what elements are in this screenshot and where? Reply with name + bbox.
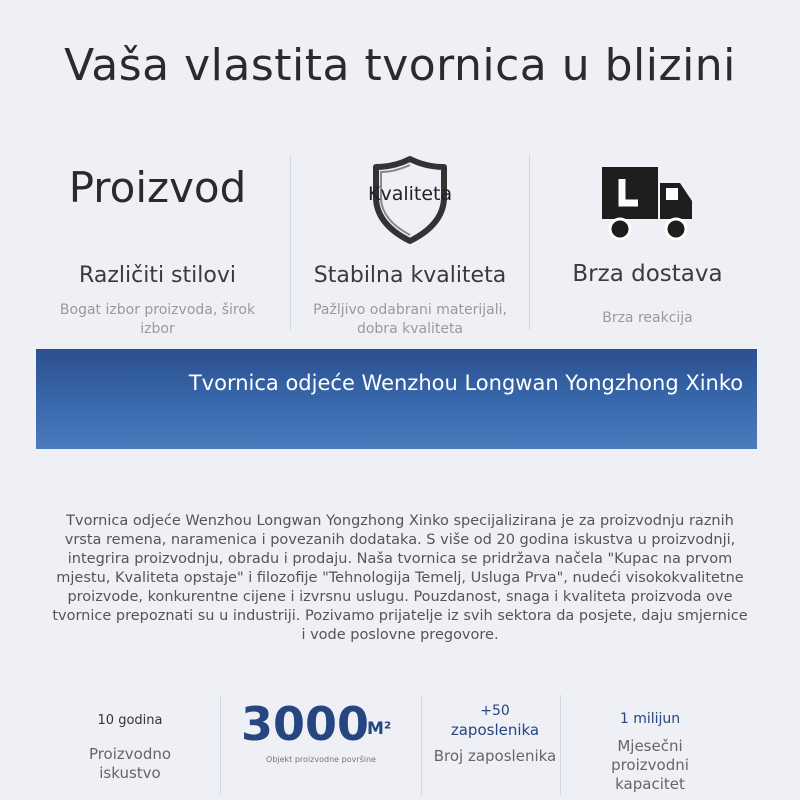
stat-label: Mjesečni proizvodni kapacitet xyxy=(611,737,689,793)
stat-value: 3000 xyxy=(241,697,370,751)
feature-subtitle: Bogat izbor proizvoda, širok izbor xyxy=(59,302,256,337)
feature-subtitle: Pažljivo odabrani materijali, dobra kvaliteta xyxy=(313,302,507,337)
feature-title: Brza dostava xyxy=(572,261,723,287)
features-row xyxy=(40,155,760,335)
feature-subtitle: Brza reakcija xyxy=(602,310,693,326)
page-headline: Vaša vlastita tvornica u blizini xyxy=(64,40,736,91)
stat-employees xyxy=(430,695,561,795)
feature-quality xyxy=(290,155,530,337)
stat-value: 10 godina xyxy=(97,713,163,728)
shield-icon xyxy=(368,155,452,245)
stat-capacity xyxy=(580,695,720,795)
stat-value: 1 milijun xyxy=(619,711,681,727)
company-description: Tvornica odjeće Wenzhou Longwan Yongzhong Xinko specijalizirana je za proizvodnju raznih vrsta remena, naramenica i povezanih dodataka. S više od 20 godina iskustva u proizvodnji, integrira proizvodnju, obradu i prodaju. Naša tvornica se pridržava načela "Kupac na prvom mjestu, Kvaliteta opstaje" i filozofije "Tehnologija Temelj, Usluga Prva", nudeći visokokvalitetne proizvode, konkurentne cijene i izvrsnu uslugu. Pouzdanost, snaga i kvaliteta proizvoda ove tvornice prepoznati su u industriji. Pozivamo prijatelje iz svih sektora da posjete, daju smjernice i vode poslovne pregovore. xyxy=(52,513,748,643)
feature-products xyxy=(40,155,275,337)
stats-row xyxy=(60,695,750,795)
stat-label: Broj zaposlenika xyxy=(433,747,557,765)
feature-title: Različiti stilovi xyxy=(79,263,236,288)
stat-value: +50 xyxy=(480,703,510,719)
feature-delivery xyxy=(530,155,765,330)
delivery-truck-icon xyxy=(600,161,696,245)
stat-area xyxy=(220,695,422,795)
stat-label: Objekt proizvodne površine xyxy=(266,755,376,764)
stat-experience xyxy=(60,695,200,795)
banner-title: Tvornica odjeće Wenzhou Longwan Yongzhong Xinko xyxy=(188,371,744,395)
stat-unit: zaposlenika xyxy=(450,721,540,739)
stat-unit: M² xyxy=(367,719,392,739)
stat-label: Proizvodno iskustvo xyxy=(88,745,172,782)
quality-word: Kvaliteta xyxy=(368,183,453,205)
feature-title: Stabilna kvaliteta xyxy=(313,263,507,288)
products-word: Proizvod xyxy=(68,163,247,212)
company-banner xyxy=(36,349,757,449)
